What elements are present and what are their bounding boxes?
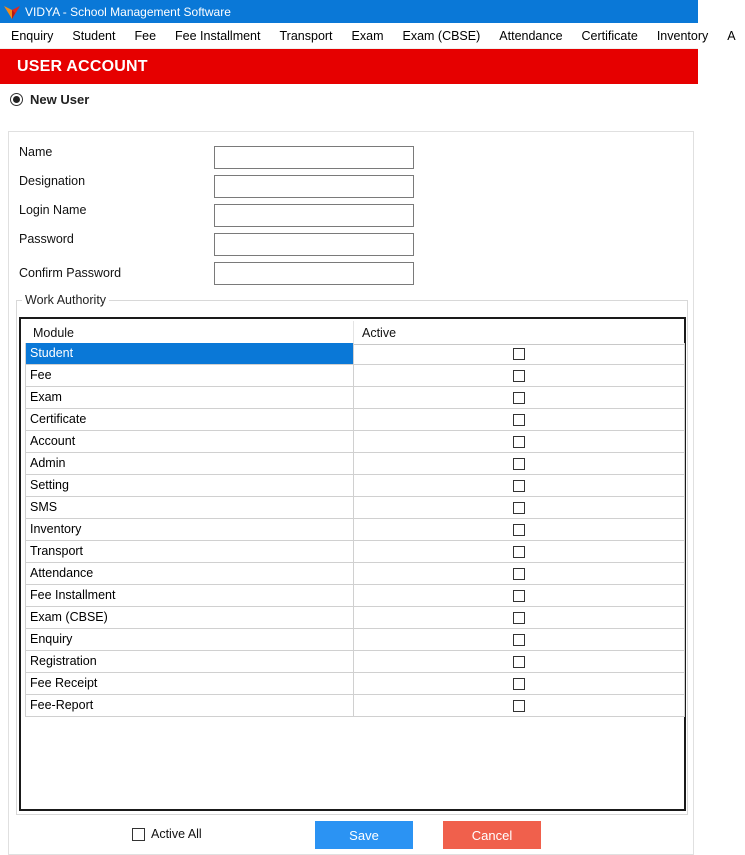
radio-selected-icon[interactable] (10, 93, 23, 106)
active-cell[interactable] (354, 651, 685, 672)
active-cell[interactable] (354, 673, 685, 694)
menu-item-attendance[interactable]: Attendance (499, 28, 563, 43)
table-row[interactable] (25, 651, 685, 673)
column-header-active[interactable]: Active (362, 326, 397, 340)
active-cell[interactable] (354, 563, 685, 584)
active-cell[interactable] (354, 453, 685, 474)
module-cell[interactable]: Attendance (25, 563, 354, 584)
active-checkbox[interactable] (513, 502, 525, 514)
active-checkbox[interactable] (513, 612, 525, 624)
menu-bar (0, 23, 736, 49)
window-title: VIDYA - School Management Software (25, 4, 231, 19)
login-name-input[interactable] (214, 204, 414, 227)
vidya-logo-icon (3, 4, 21, 20)
module-cell[interactable]: Student (25, 343, 354, 364)
module-permission-grid[interactable] (19, 317, 686, 811)
module-cell[interactable]: SMS (25, 497, 354, 518)
confirm-password-label: Confirm Password (19, 266, 122, 280)
active-checkbox[interactable] (513, 392, 525, 404)
active-checkbox[interactable] (513, 480, 525, 492)
table-row[interactable] (25, 541, 685, 563)
active-checkbox[interactable] (513, 524, 525, 536)
designation-label: Designation (19, 174, 86, 188)
table-row[interactable] (25, 607, 685, 629)
module-cell[interactable]: Inventory (25, 519, 354, 540)
table-row[interactable] (25, 519, 685, 541)
table-row[interactable] (25, 673, 685, 695)
module-cell[interactable]: Exam (25, 387, 354, 408)
active-checkbox[interactable] (513, 414, 525, 426)
work-authority-title: Work Authority (22, 293, 109, 307)
active-cell[interactable] (354, 541, 685, 562)
menu-item-student[interactable]: Student (72, 28, 116, 43)
table-row[interactable] (25, 695, 685, 717)
active-checkbox[interactable] (513, 568, 525, 580)
menu-item-transport[interactable]: Transport (279, 28, 333, 43)
module-cell[interactable]: Account (25, 431, 354, 452)
menu-item-inventory[interactable]: Inventory (656, 28, 709, 43)
menu-item-a[interactable]: A (727, 28, 736, 43)
active-checkbox[interactable] (513, 678, 525, 690)
module-cell[interactable]: Admin (25, 453, 354, 474)
module-cell[interactable]: Setting (25, 475, 354, 496)
active-cell[interactable] (354, 343, 685, 364)
active-all-checkbox[interactable] (132, 827, 202, 841)
table-row[interactable] (25, 629, 685, 651)
active-checkbox[interactable] (513, 436, 525, 448)
active-checkbox[interactable] (513, 590, 525, 602)
name-label: Name (19, 145, 53, 159)
page-title: USER ACCOUNT (0, 49, 698, 84)
table-row[interactable] (25, 585, 685, 607)
new-user-label: New User (30, 91, 90, 107)
table-row[interactable] (25, 365, 685, 387)
table-row[interactable] (25, 453, 685, 475)
active-checkbox[interactable] (513, 370, 525, 382)
table-row[interactable] (25, 387, 685, 409)
menu-item-exam[interactable]: Exam (351, 28, 384, 43)
login-name-label: Login Name (19, 203, 87, 217)
menu-item-fee-installment[interactable]: Fee Installment (175, 28, 261, 43)
active-cell[interactable] (354, 475, 685, 496)
module-cell[interactable]: Enquiry (25, 629, 354, 650)
new-user-radio[interactable] (10, 90, 89, 108)
module-cell[interactable]: Registration (25, 651, 354, 672)
active-checkbox[interactable] (513, 634, 525, 646)
active-cell[interactable] (354, 497, 685, 518)
cancel-button[interactable]: Cancel (443, 821, 541, 849)
active-checkbox[interactable] (513, 458, 525, 470)
table-row[interactable] (25, 497, 685, 519)
module-cell[interactable]: Certificate (25, 409, 354, 430)
checkbox-icon[interactable] (132, 828, 145, 841)
title-bar (0, 0, 698, 23)
active-checkbox[interactable] (513, 656, 525, 668)
module-cell[interactable]: Fee-Report (25, 695, 354, 716)
active-all-label: Active All (151, 827, 202, 841)
grid-body (25, 343, 685, 717)
column-header-module[interactable]: Module (25, 321, 354, 344)
active-cell[interactable] (354, 409, 685, 430)
table-row[interactable] (25, 475, 685, 497)
password-input[interactable] (214, 233, 414, 256)
menu-item-enquiry[interactable]: Enquiry (11, 28, 54, 43)
module-cell[interactable]: Transport (25, 541, 354, 562)
active-checkbox[interactable] (513, 546, 525, 558)
designation-input[interactable] (214, 175, 414, 198)
table-row[interactable] (25, 409, 685, 431)
grid-header (25, 321, 685, 345)
module-cell[interactable]: Exam (CBSE) (25, 607, 354, 628)
table-row[interactable] (25, 431, 685, 453)
module-cell[interactable]: Fee Installment (25, 585, 354, 606)
active-cell[interactable] (354, 431, 685, 452)
table-row[interactable] (25, 563, 685, 585)
active-cell[interactable] (354, 585, 685, 606)
active-cell[interactable] (354, 387, 685, 408)
save-button[interactable]: Save (315, 821, 413, 849)
active-checkbox[interactable] (513, 348, 525, 360)
menu-item-exam-cbse[interactable]: Exam (CBSE) (402, 28, 481, 43)
active-cell[interactable] (354, 629, 685, 650)
active-cell[interactable] (354, 607, 685, 628)
active-cell[interactable] (354, 519, 685, 540)
module-cell[interactable]: Fee (25, 365, 354, 386)
name-input[interactable] (214, 146, 414, 169)
menu-item-certificate[interactable]: Certificate (581, 28, 638, 43)
module-cell[interactable]: Fee Receipt (25, 673, 354, 694)
active-cell[interactable] (354, 365, 685, 386)
table-row[interactable] (25, 343, 685, 365)
confirm-password-input[interactable] (214, 262, 414, 285)
menu-item-fee[interactable]: Fee (134, 28, 157, 43)
password-label: Password (19, 232, 74, 246)
active-checkbox[interactable] (513, 700, 525, 712)
active-cell[interactable] (354, 695, 685, 716)
